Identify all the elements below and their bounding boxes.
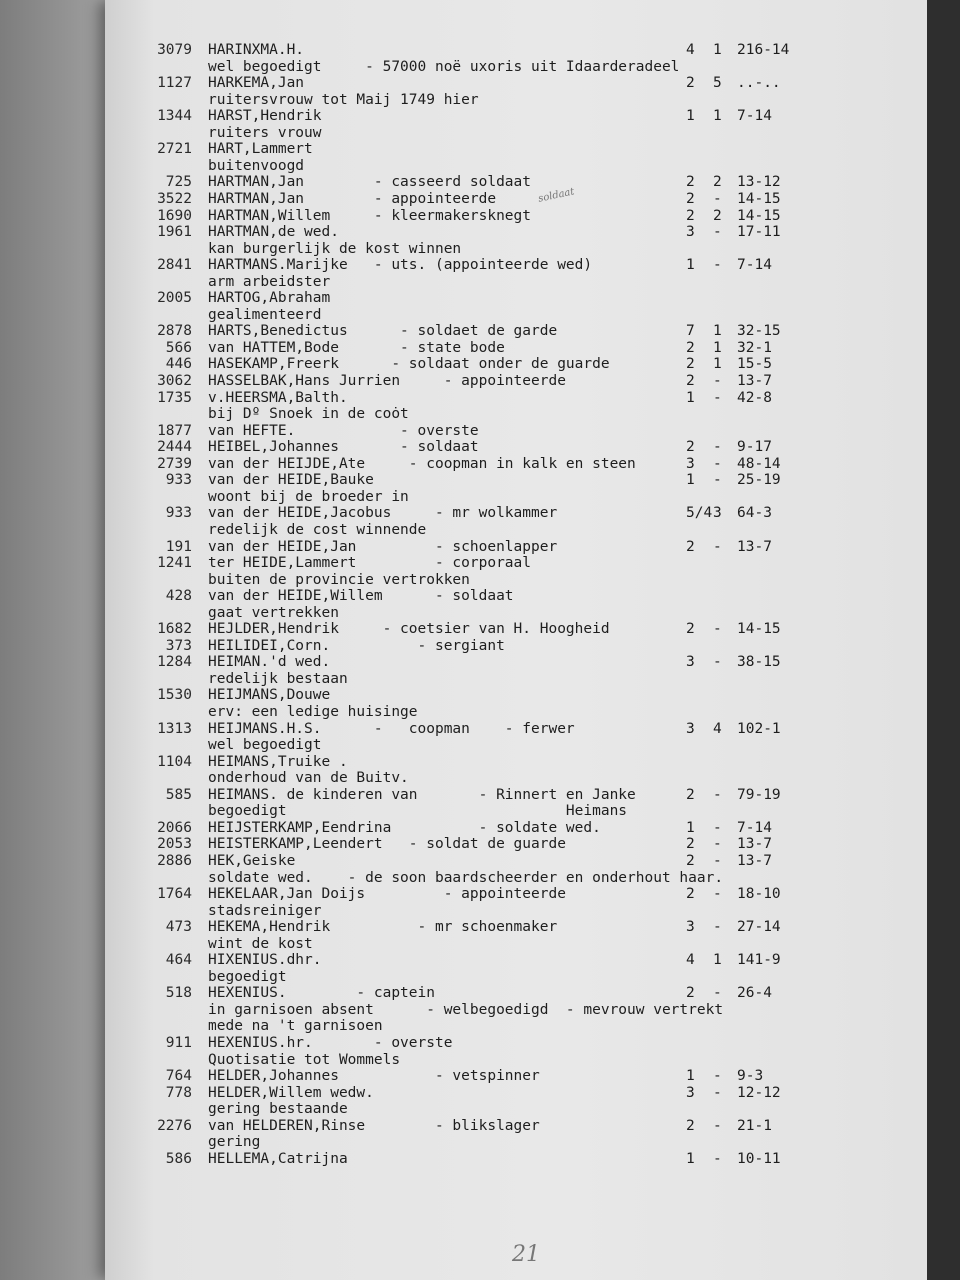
column-2: - [713, 373, 722, 389]
entry-text: HARKEMA,Jan [208, 75, 305, 92]
entry-text: Quotisatie tot Wommels [208, 1051, 401, 1068]
column-3: 38-15 [737, 654, 781, 671]
register-number: 566 [165, 339, 192, 356]
entry-text: redelijk bestaan [208, 670, 348, 687]
column-2: - [713, 886, 722, 903]
register-line [0, 836, 960, 853]
register-line [0, 1085, 960, 1102]
register-line [0, 737, 960, 754]
column-1: 1 [686, 472, 695, 489]
register-line [0, 1018, 960, 1035]
column-1: 3 [686, 654, 695, 671]
handwritten-note: soldaat [537, 186, 576, 205]
register-line [0, 125, 960, 142]
column-2: - [713, 819, 722, 836]
column-3: 13-7 [737, 538, 772, 555]
register-number: 764 [165, 1068, 192, 1085]
column-3: 13-7 [737, 836, 772, 853]
column-2: 1 [713, 339, 722, 356]
entry-text: HART,Lammert [208, 141, 313, 158]
register-line [0, 754, 960, 771]
column-1: 2 [686, 1117, 695, 1134]
entry-text: ruiters vrouw [208, 124, 322, 141]
column-3: 64-3 [737, 505, 772, 522]
register-line [0, 572, 960, 589]
register-line [0, 1118, 960, 1135]
column-1: 2 [686, 621, 695, 638]
register-line [0, 274, 960, 291]
entry-text: van HEFTE. - overste [208, 422, 479, 439]
entry-text: van der HEIJDE,Ate - coopman in kalk en steen [208, 455, 636, 472]
register-line [0, 588, 960, 605]
register-line [0, 241, 960, 258]
register-line [0, 539, 960, 556]
column-2: - [713, 1068, 722, 1085]
register-number: 473 [165, 919, 192, 936]
register-number: 373 [165, 637, 192, 654]
entry-text: ter HEIDE,Lammert - corporaal [208, 555, 532, 572]
column-3: 14-15 [737, 190, 781, 207]
entry-text: HEIMANS. de kinderen van - Rinnert en Janke [208, 786, 636, 803]
entry-text: van HATTEM,Bode - state bode [208, 339, 505, 356]
register-line [0, 919, 960, 936]
register-number: 191 [165, 538, 192, 555]
register-line [0, 75, 960, 92]
column-1: 1 [686, 819, 695, 836]
column-2: 1 [713, 952, 722, 969]
register-number: 1127 [157, 75, 192, 92]
column-3: 48-14 [737, 455, 781, 472]
entry-text: wel begoedigt - 57000 noë uxoris uit Idaarderadeel [208, 58, 680, 75]
entry-text: HEIJMANS,Douwe [208, 687, 331, 704]
column-2: - [713, 389, 722, 406]
column-1: 1 [686, 1068, 695, 1085]
column-3: 14-15 [737, 207, 781, 224]
column-3: 17-11 [737, 224, 781, 241]
column-1: 2 [686, 538, 695, 555]
column-1: 2 [686, 836, 695, 853]
column-1: 2 [686, 852, 695, 869]
entry-text: HIXENIUS.dhr. [208, 952, 322, 969]
column-1: 2 [686, 174, 695, 191]
register-line [0, 423, 960, 440]
register-number: 778 [165, 1084, 192, 1101]
entry-text: HARST,Hendrik [208, 108, 322, 125]
entry-text: redelijk de cost winnende [208, 521, 427, 538]
register-line [0, 870, 960, 887]
register-number: 3522 [157, 190, 192, 207]
entry-text: HARTMANS.Marijke - uts. (appointeerde wed) [208, 257, 593, 274]
register-line [0, 323, 960, 340]
entry-text: mede na 't garnisoen [208, 1018, 383, 1035]
column-1: 1 [686, 108, 695, 125]
column-3: 42-8 [737, 389, 772, 406]
column-2: - [713, 786, 722, 803]
entry-text: begoedigt [208, 968, 287, 985]
column-1: 1 [686, 1150, 695, 1167]
register-number: 586 [165, 1150, 192, 1167]
entry-text: HEIJSTERKAMP,Eendrina - soldate wed. [208, 819, 601, 836]
column-1: 4 [686, 42, 695, 58]
column-2: - [713, 538, 722, 555]
entry-text: onderhoud van de Buitv. [208, 770, 409, 787]
register-number: 1241 [157, 555, 192, 572]
column-3: 25-19 [737, 472, 781, 489]
register-line [0, 820, 960, 837]
column-2: - [713, 836, 722, 853]
register-line [0, 555, 960, 572]
column-3: 21-1 [737, 1117, 772, 1134]
column-3: 141-9 [737, 952, 781, 969]
entry-text: soldate wed. - de soon baardscheerder en onderhout haar. [208, 869, 724, 886]
register-number: 3079 [157, 42, 192, 58]
entry-text: HASSELBAK,Hans Jurrien - appointeerde [208, 373, 566, 389]
column-3: 13-12 [737, 174, 781, 191]
register-line [0, 936, 960, 953]
entry-text: ruitersvrouw tot Maij 1749 hier [208, 91, 479, 108]
entry-text: HARINXMA.H. [208, 42, 305, 58]
register-line [0, 1101, 960, 1118]
register-line [0, 704, 960, 721]
entry-text: bij Dº Snoek in de coȯt [208, 406, 409, 423]
entry-text: HARTMAN,Jan - casseerd soldaat [208, 174, 532, 191]
register-number: 911 [165, 1035, 192, 1051]
register-line [0, 290, 960, 307]
entry-text: woont bij de broeder in [208, 488, 409, 505]
register-line [0, 853, 960, 870]
register-number: 2066 [157, 819, 192, 836]
register-line [0, 191, 960, 208]
column-3: 18-10 [737, 886, 781, 903]
column-1: 3 [686, 1084, 695, 1101]
entry-text: van der HEIDE,Bauke [208, 472, 374, 489]
column-1: 2 [686, 75, 695, 92]
register-line [0, 208, 960, 225]
column-2: 2 [713, 207, 722, 224]
column-3: 27-14 [737, 919, 781, 936]
entry-text: van HELDEREN,Rinse - blikslager [208, 1117, 540, 1134]
column-3: 32-15 [737, 323, 781, 340]
column-1: 2 [686, 439, 695, 456]
column-1: 3 [686, 919, 695, 936]
entry-text: HEIMANS,Truike . [208, 753, 348, 770]
register-line [0, 141, 960, 158]
column-2: 1 [713, 356, 722, 373]
register-number: 1284 [157, 654, 192, 671]
column-3: ..-.. [737, 75, 781, 92]
register-number: 1877 [157, 422, 192, 439]
register-number: 2444 [157, 439, 192, 456]
entry-text: HELDER,Johannes - vetspinner [208, 1068, 540, 1085]
column-2: - [713, 1084, 722, 1101]
column-1: 2 [686, 207, 695, 224]
entry-text: gering bestaande [208, 1101, 348, 1118]
entry-text: HARTMAN,Jan - appointeerde [208, 190, 497, 207]
register-line [0, 803, 960, 820]
entry-text: HEIMAN.'d wed. [208, 654, 331, 671]
register-line [0, 439, 960, 456]
register-number: 2721 [157, 141, 192, 158]
register-number: 2886 [157, 852, 192, 869]
column-3: 7-14 [737, 108, 772, 125]
page-number: 21 [512, 1242, 540, 1267]
register-line [0, 1068, 960, 1085]
column-1: 2 [686, 786, 695, 803]
register-number: 2841 [157, 257, 192, 274]
entry-text: HEISTERKAMP,Leendert - soldat de guarde [208, 836, 566, 853]
register-number: 1313 [157, 720, 192, 737]
column-1: 2 [686, 190, 695, 207]
column-3: 7-14 [737, 819, 772, 836]
column-3: 216-14 [737, 42, 790, 58]
column-2: 1 [713, 42, 722, 58]
register-number: 933 [165, 472, 192, 489]
register-line [0, 1002, 960, 1019]
register-line [0, 1035, 960, 1052]
register-line [0, 42, 960, 59]
entry-text: van der HEIDE,Willem - soldaat [208, 588, 514, 605]
entry-text: in garnisoen absent - welbegoedigd - mevrouw vertrekt [208, 1001, 724, 1018]
column-1: 2 [686, 356, 695, 373]
entry-text: van der HEIDE,Jacobus - mr wolkammer [208, 505, 558, 522]
column-2: 3 [713, 505, 722, 522]
column-1: 2 [686, 339, 695, 356]
entry-text: wint de kost [208, 935, 313, 952]
register-line [0, 92, 960, 109]
register-line [0, 505, 960, 522]
column-1: 4 [686, 952, 695, 969]
column-3: 14-15 [737, 621, 781, 638]
register-line [0, 985, 960, 1002]
column-1: 3 [686, 224, 695, 241]
column-2: - [713, 919, 722, 936]
register-line [0, 687, 960, 704]
register-line [0, 522, 960, 539]
register-line [0, 969, 960, 986]
entry-text: HARTMAN,de wed. [208, 224, 339, 241]
register-number: 1682 [157, 621, 192, 638]
register-line [0, 770, 960, 787]
register-line [0, 654, 960, 671]
entry-text: HARTS,Benedictus - soldaet de garde [208, 323, 558, 340]
column-1: 1 [686, 257, 695, 274]
column-1: 2 [686, 886, 695, 903]
column-2: 5 [713, 75, 722, 92]
column-1: 2 [686, 985, 695, 1002]
entry-text: HEKELAAR,Jan Doijs - appointeerde [208, 886, 566, 903]
register-line [0, 373, 960, 390]
entry-text: buiten de provincie vertrokken [208, 571, 470, 588]
register-number: 585 [165, 786, 192, 803]
entry-text: v.HEERSMA,Balth. [208, 389, 348, 406]
column-1: 2 [686, 373, 695, 389]
register-number: 2005 [157, 290, 192, 307]
register-line [0, 456, 960, 473]
register-line [0, 340, 960, 357]
entry-text: HELLEMA,Catrijna [208, 1150, 348, 1167]
column-2: - [713, 439, 722, 456]
entry-text: arm arbeidster [208, 273, 331, 290]
entry-text: HARTMAN,Willem - kleermakersknegt [208, 207, 532, 224]
column-3: 15-5 [737, 356, 772, 373]
register-line [0, 406, 960, 423]
column-2: 2 [713, 174, 722, 191]
entry-text: begoedigt Heimans [208, 803, 628, 820]
column-1: 3 [686, 720, 695, 737]
column-3: 9-3 [737, 1068, 764, 1085]
entry-text: HEK,Geiske [208, 852, 296, 869]
register-line [0, 1151, 960, 1168]
entry-text: erv: een ledige huisinge [208, 704, 418, 720]
entry-text: HEJLDER,Hendrik - coetsier van H. Hoogheid [208, 621, 610, 638]
entry-text: HEKEMA,Hendrik - mr schoenmaker [208, 919, 558, 936]
entry-text: wel begoedigt [208, 737, 322, 754]
register-line [0, 903, 960, 920]
column-2: - [713, 621, 722, 638]
entry-text: HASEKAMP,Freerk - soldaat onder de guarde [208, 356, 610, 373]
register-line [0, 671, 960, 688]
register-number: 2276 [157, 1117, 192, 1134]
entry-text: stadsreiniger [208, 902, 322, 919]
column-3: 7-14 [737, 257, 772, 274]
register-line [0, 257, 960, 274]
column-1: 1 [686, 389, 695, 406]
register-number: 446 [165, 356, 192, 373]
column-3: 10-11 [737, 1150, 781, 1167]
column-2: - [713, 190, 722, 207]
column-1: 3 [686, 455, 695, 472]
register-line [0, 108, 960, 125]
register-line [0, 621, 960, 638]
column-3: 102-1 [737, 720, 781, 737]
register-line [0, 1052, 960, 1069]
entry-text: gealimenteerd [208, 306, 322, 323]
register-line [0, 721, 960, 738]
column-1: 5/4 [686, 505, 713, 522]
register-line [0, 390, 960, 407]
column-2: 1 [713, 323, 722, 340]
entry-text: HEILIDEI,Corn. - sergiant [208, 637, 505, 654]
register-line [0, 605, 960, 622]
register-number: 518 [165, 985, 192, 1002]
column-2: - [713, 852, 722, 869]
register-number: 1104 [157, 753, 192, 770]
column-3: 13-7 [737, 852, 772, 869]
register-number: 1961 [157, 224, 192, 241]
entry-text: gering [208, 1134, 261, 1151]
entry-text: gaat vertrekken [208, 604, 339, 621]
column-2: - [713, 472, 722, 489]
entry-text: kan burgerlijk de kost winnen [208, 240, 462, 257]
column-2: - [713, 1150, 722, 1167]
register-line [0, 158, 960, 175]
column-1: 7 [686, 323, 695, 340]
register-line [0, 489, 960, 506]
entry-text: HEIBEL,Johannes - soldaat [208, 439, 479, 456]
column-3: 26-4 [737, 985, 772, 1002]
column-3: 13-7 [737, 373, 772, 389]
entry-text: HEXENIUS.hr. - overste [208, 1035, 453, 1051]
column-3: 12-12 [737, 1084, 781, 1101]
column-2: 1 [713, 108, 722, 125]
entry-text: buitenvoogd [208, 157, 305, 174]
entry-text: HEXENIUS. - captein [208, 985, 435, 1002]
register-line [0, 356, 960, 373]
register-line [0, 787, 960, 804]
register-number: 2053 [157, 836, 192, 853]
register-number: 933 [165, 505, 192, 522]
register-line [0, 59, 960, 76]
register-number: 1735 [157, 389, 192, 406]
register-number: 464 [165, 952, 192, 969]
register-number: 725 [165, 174, 192, 191]
register-line [0, 952, 960, 969]
register-number: 1530 [157, 687, 192, 704]
column-2: - [713, 654, 722, 671]
register-number: 3062 [157, 373, 192, 389]
register-line [0, 224, 960, 241]
register-line [0, 472, 960, 489]
entry-text: HEIJMANS.H.S. - coopman - ferwer [208, 720, 575, 737]
column-3: 79-19 [737, 786, 781, 803]
register-number: 1690 [157, 207, 192, 224]
register-number: 1764 [157, 886, 192, 903]
register-number: 1344 [157, 108, 192, 125]
column-2: 4 [713, 720, 722, 737]
entry-text: van der HEIDE,Jan - schoenlapper [208, 538, 558, 555]
column-2: - [713, 224, 722, 241]
column-2: - [713, 985, 722, 1002]
register-line [0, 1134, 960, 1151]
column-3: 9-17 [737, 439, 772, 456]
column-3: 32-1 [737, 339, 772, 356]
register-number: 2739 [157, 455, 192, 472]
register-line [0, 638, 960, 655]
register-line [0, 174, 960, 191]
register-number: 2878 [157, 323, 192, 340]
register-number: 428 [165, 588, 192, 605]
column-2: - [713, 1117, 722, 1134]
column-2: - [713, 257, 722, 274]
entry-text: HARTOG,Abraham [208, 290, 331, 307]
register-line [0, 886, 960, 903]
entry-text: HELDER,Willem wedw. [208, 1084, 374, 1101]
column-2: - [713, 455, 722, 472]
register-line [0, 307, 960, 324]
